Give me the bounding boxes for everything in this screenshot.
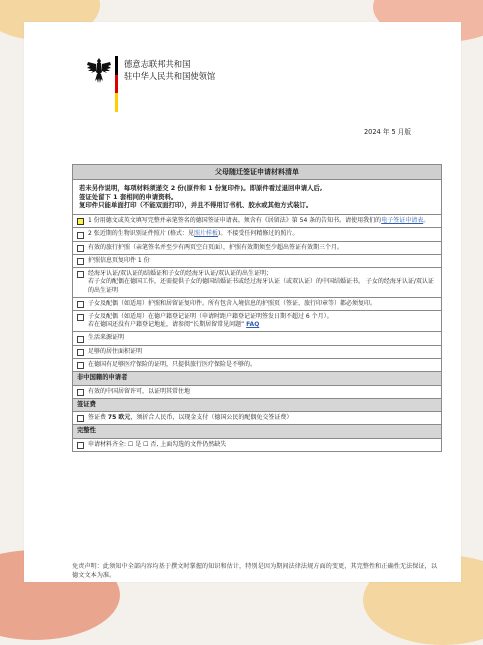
notice-line: 复印件只能单面打印（不能双面打印），并且不得用订书机、胶水或其他方式装订。 — [79, 201, 313, 210]
fee-amount: 75 欧元 — [107, 414, 131, 422]
checkbox[interactable] — [77, 271, 84, 278]
checklist-item-marriage-birth-certs — [73, 268, 441, 298]
faq-link[interactable]: FAQ — [246, 321, 260, 329]
item-text-post: )。不接受任何精修过的照片。 — [218, 230, 299, 238]
e-visa-form-link[interactable]: 电子签证申请表 — [381, 216, 424, 224]
fee-text-post: ，须折合人民币，以现金支付（德国公民的配偶免交签证费） — [130, 414, 293, 422]
checkbox[interactable] — [77, 349, 84, 356]
checkbox[interactable] — [77, 362, 84, 369]
item-text: 有效的中国居留许可，以证明其常住地 — [88, 387, 191, 395]
flag-black-stripe — [115, 56, 118, 75]
checkbox[interactable] — [77, 218, 84, 225]
embassy-line-2: 驻中华人民共和国使领馆 — [124, 70, 216, 81]
checkbox[interactable] — [77, 245, 84, 252]
item-text: 在德国有足够医疗保险的证明，只提供旅行医疗保险是不够的。 — [88, 361, 257, 369]
checklist-item-passport-copy — [73, 255, 441, 268]
checklist-item-application-form — [73, 215, 441, 228]
checklist-item-child-passport — [73, 298, 441, 311]
version-date: 2024 年 5 月版 — [363, 128, 411, 136]
document-page — [24, 22, 461, 582]
checkbox[interactable] — [77, 301, 84, 308]
german-flag-bar — [115, 56, 118, 112]
checklist-item-registration — [73, 311, 441, 332]
item-text: 护照信息页复印件 1 份 — [88, 256, 150, 264]
checkbox[interactable] — [77, 389, 84, 396]
checkbox[interactable] — [77, 336, 84, 343]
item-text — [88, 313, 437, 329]
item-text-pre: 1 份用德文或英文填写完整并亲笔签名的德国签证申请表。须含有《居留法》第 54 条的告知书。请使用我们的 — [88, 216, 382, 224]
checklist-item-insurance — [73, 359, 441, 372]
item-text: 有效的旅行护照（亲笔签名并至少有两页空白页面），护照有效期须至少超出签证有效期三个月。 — [88, 243, 344, 251]
item-text — [88, 230, 437, 238]
checkbox[interactable] — [77, 415, 84, 422]
checklist-table — [72, 164, 442, 452]
checklist-item-livelihood — [73, 332, 441, 345]
section-completeness: 完整性 — [73, 425, 441, 438]
embassy-line-1: 德意志联邦共和国 — [124, 59, 191, 69]
embassy-name — [124, 59, 215, 82]
item-text-post: 。 — [423, 216, 430, 224]
checklist-item-completeness — [73, 439, 441, 451]
checkbox[interactable] — [77, 232, 84, 239]
item-text — [88, 414, 437, 422]
checklist-item-visa-fee — [73, 412, 441, 425]
item-text-main: 经海牙认证/双认证的结婚证和子女的经海牙认证/双认证的出生证明； — [88, 270, 273, 278]
item-subtext: 若子女的配偶在德国工作，还需提供子女的德国结婚证书或经过海牙认证（或双认证）的中国结婚证书。 子女的经海牙认证/双认证的出生证明 — [88, 278, 434, 294]
item-text: 子女及配偶（如适用）护照和居留证复印件。所有包含入境信息的护照页（签证、旅行印章等）都必须复印。 — [88, 299, 377, 307]
checkbox[interactable] — [77, 258, 84, 265]
item-text — [88, 270, 437, 295]
section-non-chinese: 非中国籍的申请者 — [73, 372, 441, 385]
checkbox[interactable] — [77, 442, 84, 449]
item-subtext-pre: 若在德国还没有户籍登记地址，请参阅“长期居留常见问题” — [88, 321, 245, 329]
checklist-item-residence-permit — [73, 386, 441, 399]
flag-gold-stripe — [115, 93, 118, 112]
federal-eagle-icon — [86, 56, 112, 86]
checklist-item-living-space — [73, 346, 441, 359]
flag-red-stripe — [115, 75, 118, 94]
disclaimer: 免责声明：此须知中全部内容均基于撰文时掌握的知识和估计，特别是因为期间法律法规方面的变更，其完整性和正确性无法保证，以德文文本为准。 — [72, 563, 438, 579]
item-text-pre: 2 张近期的生物识别证件照片 (格式：见 — [88, 230, 194, 238]
item-subtext — [88, 321, 437, 329]
notice-block — [73, 180, 441, 215]
item-text: 足够的居住面积证明 — [88, 347, 143, 355]
item-text-main: 子女及配偶（如适用）在德户籍登记证明（申请时距户籍登记证明签发日期不超过 6 个月）。 — [88, 313, 333, 321]
item-text: 申请材料齐全: ☐ 是 ☐ 否, 上面勾选的文件仍然缺失 — [88, 440, 227, 448]
checklist-title: 父母随迁签证申请材料清单 — [73, 165, 441, 180]
notice-line: 若未另作说明，每项材料须递交 2 份(原件和 1 份复印件)。即原件看过退回申请人后, — [79, 184, 323, 193]
checklist-item-photos — [73, 228, 441, 241]
checklist-item-passport — [73, 242, 441, 255]
fee-text-pre: 签证费 — [88, 414, 108, 422]
notice-line: 签证处留下 1 套相同的申请资料。 — [79, 192, 178, 201]
checkbox[interactable] — [77, 314, 84, 321]
item-text: 生活来源证明 — [88, 334, 125, 342]
item-text — [88, 217, 437, 225]
section-visa-fee: 签证费 — [73, 399, 441, 412]
photo-sample-link[interactable]: 照片样板 — [193, 230, 218, 238]
